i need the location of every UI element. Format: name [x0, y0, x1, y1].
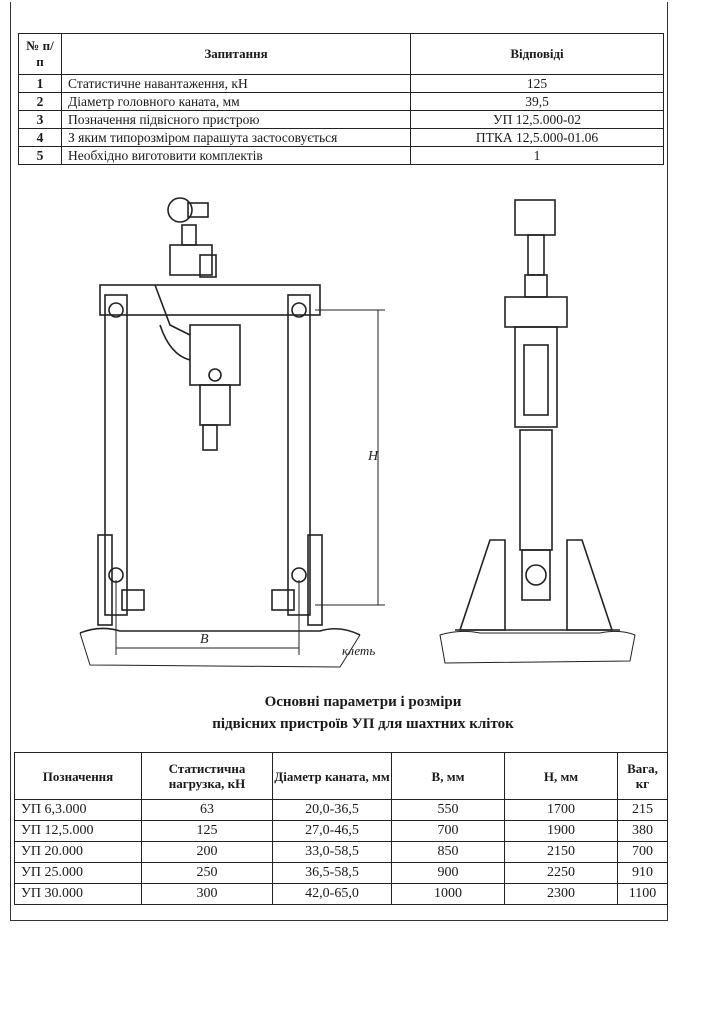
- cell: 2300: [505, 884, 618, 905]
- cell: 850: [392, 842, 505, 863]
- row-num: 3: [19, 111, 62, 129]
- table-row: [19, 147, 664, 165]
- caption-title: Основні параметри і розміри: [264, 694, 462, 710]
- table-row: [19, 75, 664, 93]
- label-cage: клеть: [342, 643, 376, 658]
- header-b: B, мм: [392, 753, 505, 800]
- row-question: Статистичне навантаження, кН: [62, 75, 411, 93]
- table-header-row: [15, 753, 668, 800]
- cell: УП 25.000: [15, 863, 142, 884]
- label-b: B: [200, 632, 209, 647]
- cell: 700: [618, 842, 668, 863]
- table-row: [15, 884, 668, 905]
- cell: 910: [618, 863, 668, 884]
- table-row: [19, 93, 664, 111]
- header-answer: Відповіді: [411, 34, 664, 75]
- row-answer: УП 12,5.000-02: [411, 111, 664, 129]
- cell: 1700: [505, 800, 618, 821]
- cell: 200: [142, 842, 273, 863]
- questionnaire-table: [18, 33, 664, 165]
- suspension-device-drawing: [60, 185, 660, 675]
- header-question: Запитання: [62, 34, 411, 75]
- table-row: [19, 129, 664, 147]
- cell: 1100: [618, 884, 668, 905]
- cell: 215: [618, 800, 668, 821]
- cell: УП 12,5.000: [15, 821, 142, 842]
- row-num: 1: [19, 75, 62, 93]
- front-view: [80, 198, 385, 667]
- table-row: [15, 863, 668, 884]
- cell: 2150: [505, 842, 618, 863]
- row-question: Необхідно виготовити комплектів: [62, 147, 411, 165]
- table-header-row: [19, 34, 664, 75]
- row-num: 5: [19, 147, 62, 165]
- row-answer: 39,5: [411, 93, 664, 111]
- header-designation: Позначення: [15, 753, 142, 800]
- cell: УП 20.000: [15, 842, 142, 863]
- row-question: Позначення підвісного пристрою: [62, 111, 411, 129]
- cell: 27,0-46,5: [273, 821, 392, 842]
- row-answer: 125: [411, 75, 664, 93]
- cell: 20,0-36,5: [273, 800, 392, 821]
- row-question: Діаметр головного каната, мм: [62, 93, 411, 111]
- cell: 700: [392, 821, 505, 842]
- header-load: Статистична нагрузка, кН: [142, 753, 273, 800]
- caption-subtitle: підвісних пристроїв УП для шахтних кліток: [212, 716, 514, 732]
- cell: 300: [142, 884, 273, 905]
- label-h: H: [368, 449, 379, 464]
- header-weight: Вага, кг: [618, 753, 668, 800]
- cell: УП 6,3.000: [15, 800, 142, 821]
- row-num: 2: [19, 93, 62, 111]
- row-answer: ПТКА 12,5.000-01.06: [411, 129, 664, 147]
- cell: 900: [392, 863, 505, 884]
- cell: 550: [392, 800, 505, 821]
- row-answer: 1: [411, 147, 664, 165]
- cell: 2250: [505, 863, 618, 884]
- header-num: № п/п: [19, 34, 62, 75]
- header-diameter: Діаметр каната, мм: [273, 753, 392, 800]
- table-row: [15, 821, 668, 842]
- cell: 1000: [392, 884, 505, 905]
- cell: 1900: [505, 821, 618, 842]
- cell: 63: [142, 800, 273, 821]
- cell: 33,0-58,5: [273, 842, 392, 863]
- cell: УП 30.000: [15, 884, 142, 905]
- table-row: [15, 842, 668, 863]
- side-view: [440, 200, 635, 663]
- cell: 380: [618, 821, 668, 842]
- table-row: [15, 800, 668, 821]
- parameters-table: [14, 752, 668, 905]
- row-num: 4: [19, 129, 62, 147]
- header-h: H, мм: [505, 753, 618, 800]
- cell: 125: [142, 821, 273, 842]
- cell: 250: [142, 863, 273, 884]
- row-question: З яким типорозміром парашута застосовується: [62, 129, 411, 147]
- cell: 42,0-65,0: [273, 884, 392, 905]
- table-row: [19, 111, 664, 129]
- cell: 36,5-58,5: [273, 863, 392, 884]
